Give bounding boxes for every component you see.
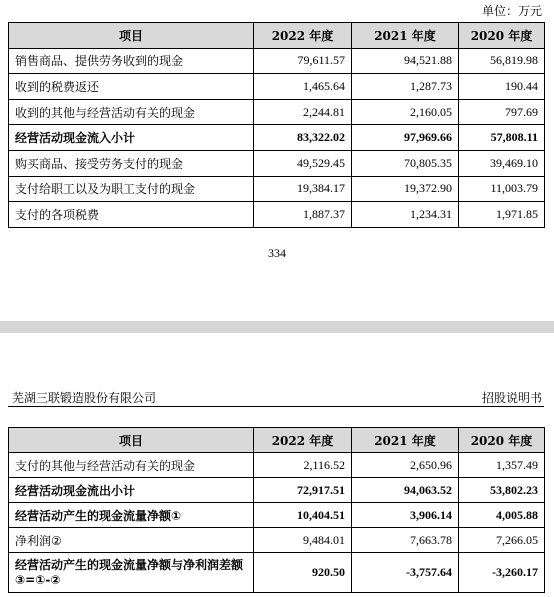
value-2021: 7,663.78 bbox=[352, 528, 459, 553]
row-label: 收到的税费返还 bbox=[9, 74, 254, 100]
value-2021: -3,757.64 bbox=[352, 553, 459, 593]
value-2020: 11,003.79 bbox=[459, 176, 545, 202]
value-2021: 94,063.52 bbox=[352, 478, 459, 503]
unit-label: 单位：万元 bbox=[481, 4, 542, 18]
row-label: 收到的其他与经营活动有关的现金 bbox=[9, 99, 254, 125]
header-2021: 2021 年度 bbox=[352, 23, 459, 49]
cash-flow-table-bottom bbox=[8, 427, 545, 593]
table-row bbox=[9, 48, 545, 74]
value-2020: 190.44 bbox=[459, 74, 545, 100]
value-2021: 3,906.14 bbox=[352, 503, 459, 528]
page-separator bbox=[0, 321, 554, 333]
value-2021: 2,650.96 bbox=[352, 453, 459, 478]
row-label: 经营活动现金流入小计 bbox=[9, 125, 254, 151]
row-label: 支付的其他与经营活动有关的现金 bbox=[9, 453, 254, 478]
table-row bbox=[9, 74, 545, 100]
value-2021: 70,805.35 bbox=[352, 150, 459, 176]
row-label: 经营活动现金流出小计 bbox=[9, 478, 254, 503]
header-rule bbox=[8, 406, 544, 407]
company-name: 芜湖三联锻造股份有限公司 bbox=[12, 391, 157, 405]
header-2020: 2020 年度 bbox=[459, 428, 545, 453]
value-2020: 39,469.10 bbox=[459, 150, 545, 176]
value-2020: -3,260.17 bbox=[459, 553, 545, 593]
table-row bbox=[9, 478, 545, 503]
value-2021: 2,160.05 bbox=[352, 99, 459, 125]
row-label: 销售商品、提供劳务收到的现金 bbox=[9, 48, 254, 74]
table-row bbox=[9, 453, 545, 478]
page-number: 334 bbox=[268, 246, 286, 260]
value-2020: 1,971.85 bbox=[459, 202, 545, 228]
header-2020: 2020 年度 bbox=[459, 23, 545, 49]
table-row bbox=[9, 528, 545, 553]
table-row bbox=[9, 176, 545, 202]
row-label: 支付的各项税费 bbox=[9, 202, 254, 228]
value-2020: 56,819.98 bbox=[459, 48, 545, 74]
row-label: 经营活动产生的现金流量净额① bbox=[9, 503, 254, 528]
value-2022: 1,465.64 bbox=[254, 74, 352, 100]
value-2021: 19,372.90 bbox=[352, 176, 459, 202]
value-2020: 797.69 bbox=[459, 99, 545, 125]
value-2020: 53,802.23 bbox=[459, 478, 545, 503]
row-label: 购买商品、接受劳务支付的现金 bbox=[9, 150, 254, 176]
value-2022: 72,917.51 bbox=[254, 478, 352, 503]
table-row bbox=[9, 99, 545, 125]
value-2022: 920.50 bbox=[254, 553, 352, 593]
value-2022: 79,611.57 bbox=[254, 48, 352, 74]
row-label: 支付给职工以及为职工支付的现金 bbox=[9, 176, 254, 202]
value-2022: 2,116.52 bbox=[254, 453, 352, 478]
value-2022: 49,529.45 bbox=[254, 150, 352, 176]
value-2020: 1,357.49 bbox=[459, 453, 545, 478]
table-row bbox=[9, 125, 545, 151]
value-2022: 1,887.37 bbox=[254, 202, 352, 228]
value-2021: 1,234.31 bbox=[352, 202, 459, 228]
value-2022: 83,322.02 bbox=[254, 125, 352, 151]
table-row bbox=[9, 150, 545, 176]
header-2021: 2021 年度 bbox=[352, 428, 459, 453]
value-2022: 2,244.81 bbox=[254, 99, 352, 125]
value-2021: 94,521.88 bbox=[352, 48, 459, 74]
value-2022: 9,484.01 bbox=[254, 528, 352, 553]
table-header-row bbox=[9, 23, 545, 49]
cash-flow-table-top bbox=[8, 22, 545, 228]
header-item: 项目 bbox=[9, 23, 254, 49]
value-2020: 7,266.05 bbox=[459, 528, 545, 553]
value-2022: 10,404.51 bbox=[254, 503, 352, 528]
table-row bbox=[9, 202, 545, 228]
header-2022: 2022 年度 bbox=[254, 428, 352, 453]
value-2020: 57,808.11 bbox=[459, 125, 545, 151]
value-2022: 19,384.17 bbox=[254, 176, 352, 202]
row-label: 经营活动产生的现金流量净额与净利润差额③=①-② bbox=[9, 553, 254, 593]
value-2021: 97,969.66 bbox=[352, 125, 459, 151]
table-row bbox=[9, 503, 545, 528]
table-header-row bbox=[9, 428, 545, 453]
value-2020: 4,005.88 bbox=[459, 503, 545, 528]
document-type: 招股说明书 bbox=[481, 391, 542, 405]
row-label: 净利润② bbox=[9, 528, 254, 553]
value-2021: 1,287.73 bbox=[352, 74, 459, 100]
header-item: 项目 bbox=[9, 428, 254, 453]
table-row bbox=[9, 553, 545, 593]
header-2022: 2022 年度 bbox=[254, 23, 352, 49]
